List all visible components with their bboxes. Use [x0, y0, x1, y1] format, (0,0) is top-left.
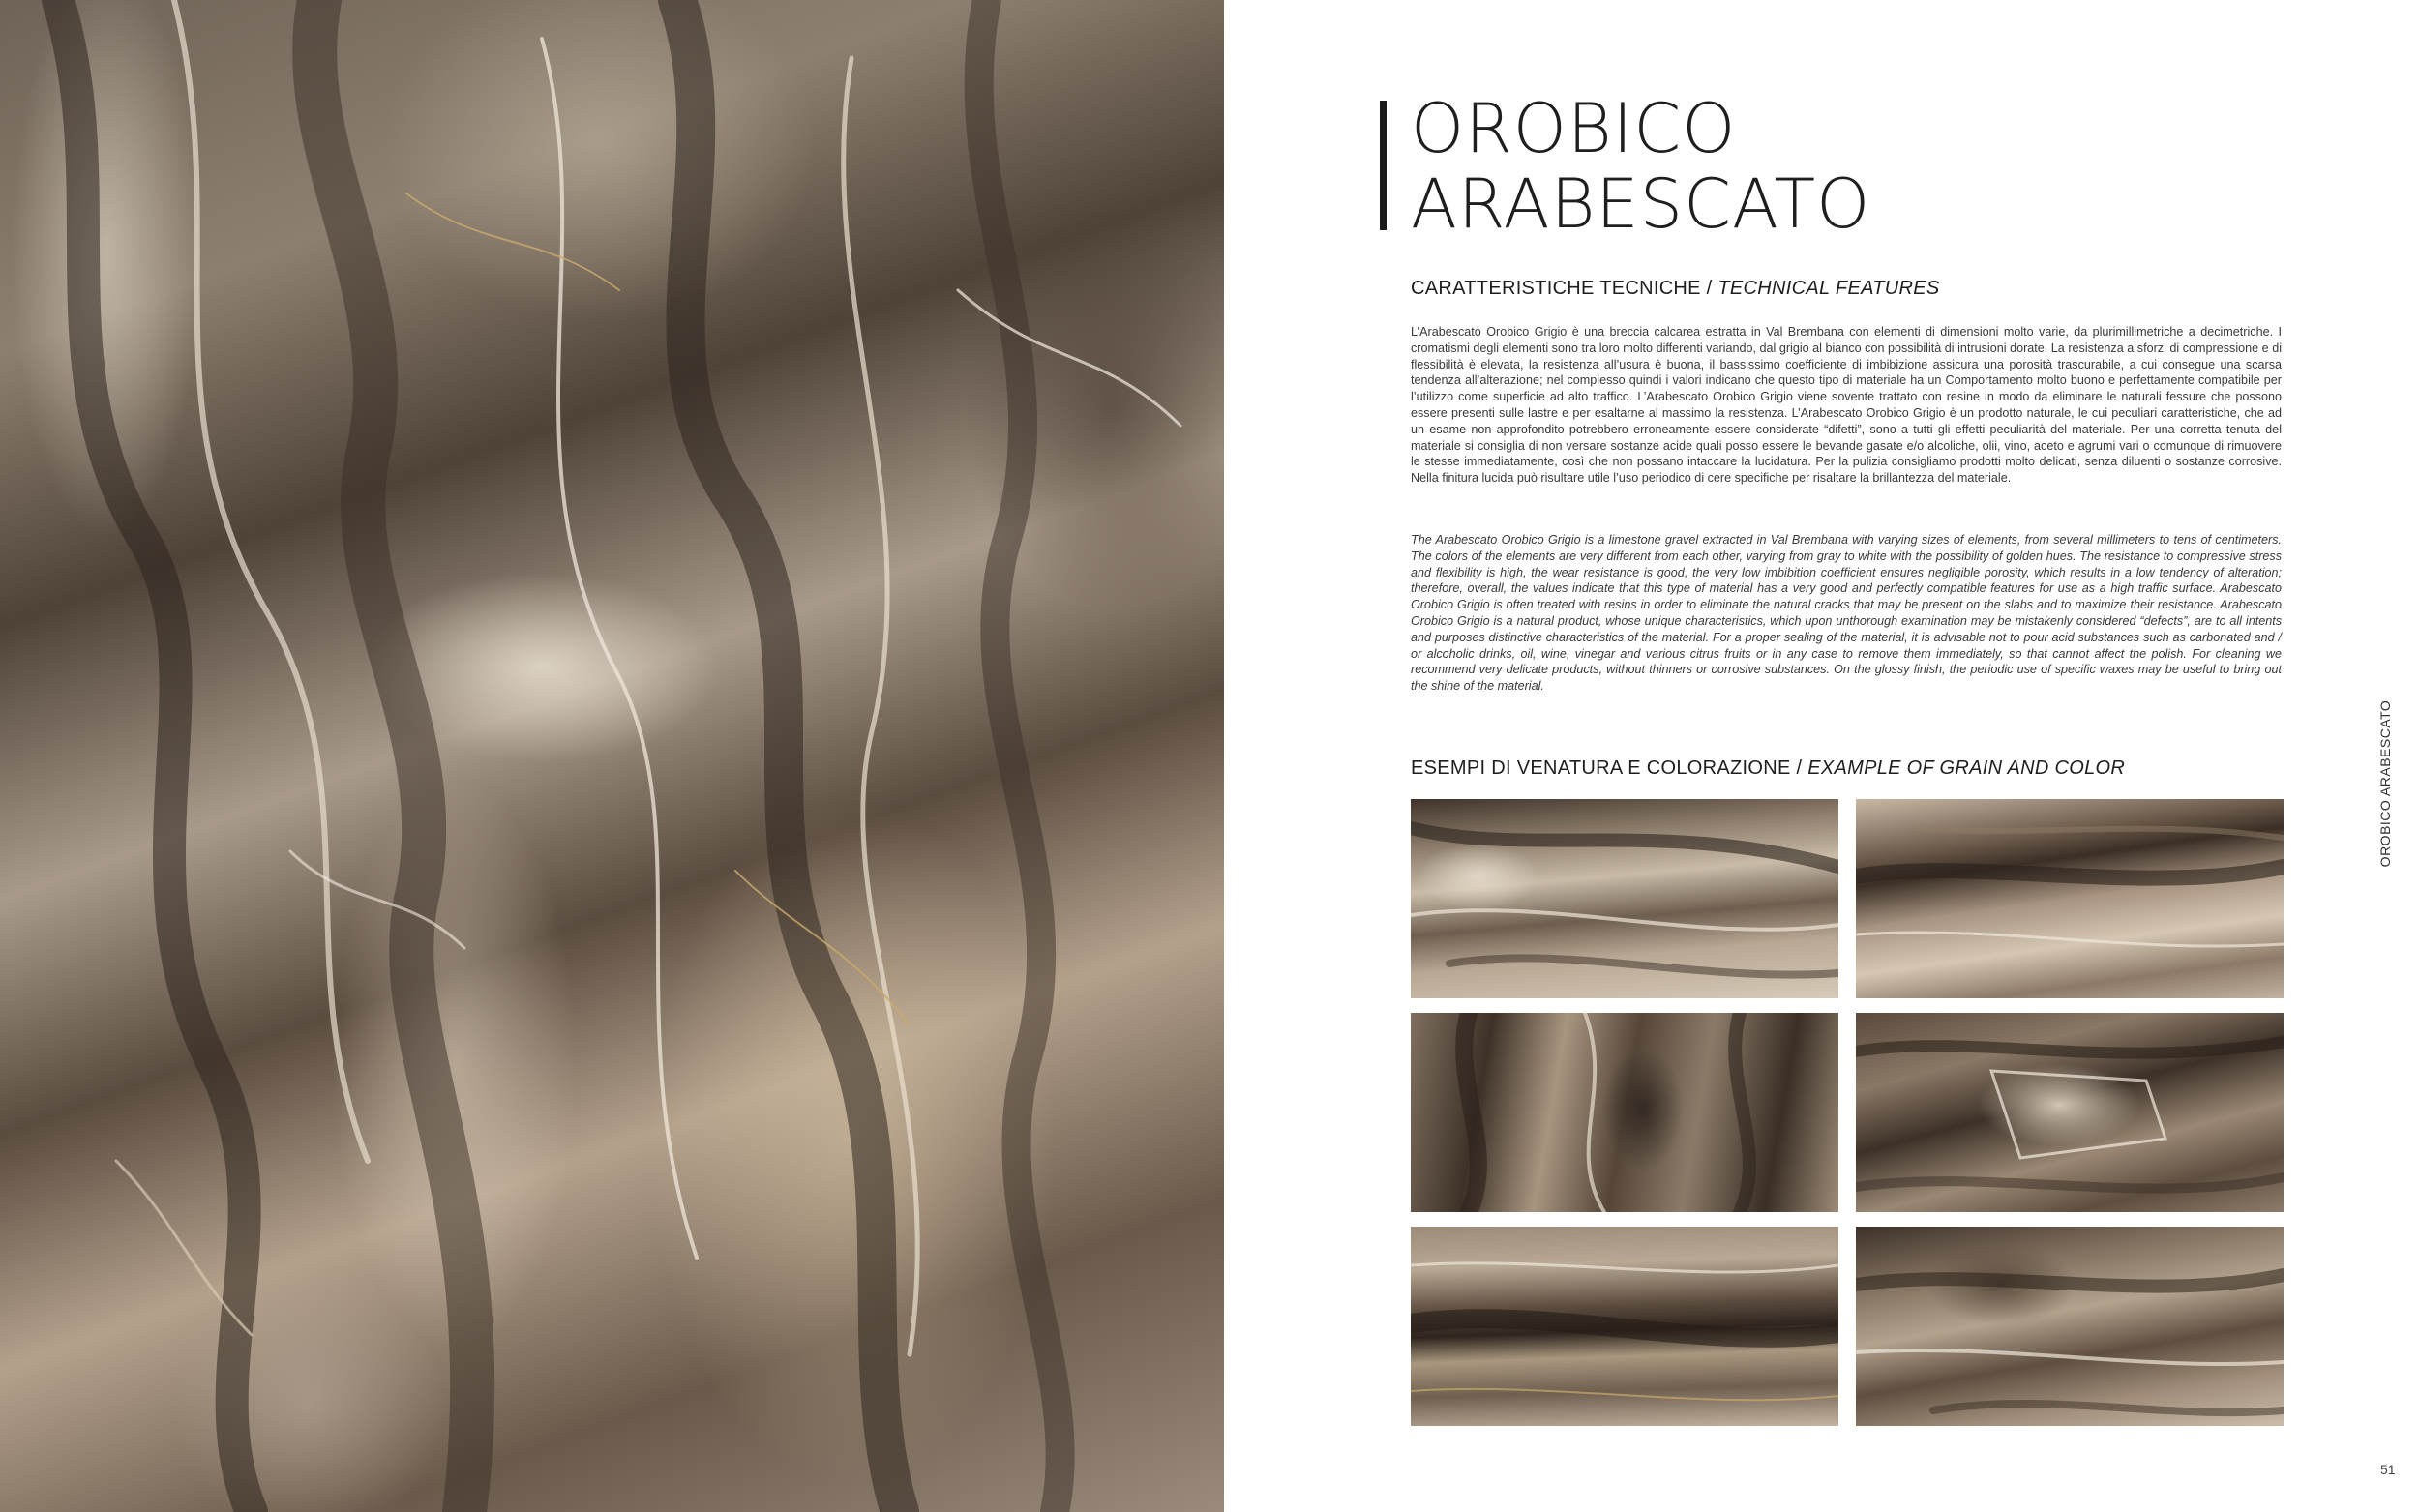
grain-sample-image: [1411, 799, 1838, 998]
technical-heading-en: TECHNICAL FEATURES: [1717, 278, 1940, 299]
vertical-side-label: OROBICO ARABESCATO: [2377, 699, 2393, 868]
grain-heading-en: EXAMPLE OF GRAIN AND COLOR: [1807, 757, 2126, 779]
grain-sample-image: [1411, 1227, 1838, 1426]
page-number: 51: [2380, 1462, 2396, 1477]
grain-sample-image: [1856, 1227, 2284, 1426]
grain-sample-image: [1411, 1013, 1838, 1212]
title-accent-bar: [1380, 101, 1387, 230]
grain-heading-it: ESEMPI DI VENATURA E COLORAZIONE /: [1411, 757, 1808, 779]
grain-color-heading: [1411, 757, 2125, 780]
grain-sample-image: [1856, 1013, 2284, 1212]
title-line-1: OROBICO: [1411, 89, 1737, 168]
technical-features-heading: [1411, 278, 1940, 300]
description-english: The Arabescato Orobico Grigio is a limestone gravel extracted in Val Brembana with varying sizes of elements, from several millimeters to tens of centimeters. The colors of the elements are very different from each other, varying from gray to white with the possibility of golden hues. The resistance to compressive stress and flexibility is high, the wear resistance is good, the very low imbibition coefficient ensures negligible porosity, which results in a low tendency of alteration; therefore, overall, the values indicate that this type of material has a very good and perfectly compatible features for use as a high traffic surface. Arabescato Orobico Grigio is often treated with resins in order to eliminate the natural cracks that may be present on the slabs and to maximize their resistance. Arabescato Orobico Grigio is a natural product, whose unique characteristics, which upon unthorough examination may be mistakenly considered “defects”, are to all intents and purposes distinctive characteristics of the material. For a proper sealing of the material, it is advisable not to pour acid substances such as carbonated and / or alcoholic drinks, oil, wine, vinegar and various citrus fruits or in any case to remove them immediately, so that cannot affect the polish. For cleaning we recommend very delicate products, without thinners or corrosive substances. On the glossy finish, the periodic use of specific waxes may be useful to bring out the shine of the material.: [1411, 533, 2282, 694]
grain-sample-image: [1856, 799, 2284, 998]
technical-heading-it: CARATTERISTICHE TECNICHE /: [1411, 278, 1718, 299]
title-line-2: ARABESCATO: [1411, 164, 1871, 244]
description-italian: L’Arabescato Orobico Grigio è una breccia calcarea estratta in Val Brembana con elementi di dimensioni molto varie, da plurimillimetriche a decimetriche. I cromatismi degli elementi sono tra loro molto differenti variando, dal grigio al bianco con possibilità di intrusioni dorate. La resistenza a sforzi di compressione e di flessibilità è elevata, la resistenza all’usura è buona, il bassissimo coefficiente di imbibizione assicura una porosità trascurabile, a cui consegue una scarsa tendenza all’alterazione; nel complesso quindi i valori indicano che questo tipo di materiale ha un Comportamento molto buono e perfettamente compatibile per l’utilizzo come superficie ad alto traffico. L’Arabescato Orobico Grigio viene sovente trattato con resine in modo da eliminare le naturali fessure che possono essere presenti sulle lastre e per esaltarne al massimo la resistenza. L’Arabescato Orobico Grigio è un prodotto naturale, le cui peculiari caratteristiche, che ad un esame non approfondito potrebbero erroneamente essere considerate “difetti”, sono a tutti gli effetti peculiarità del materiale. Per una corretta tenuta del materiale si consiglia di non versare sostanze acide quali posso essere le bevande gasate e/o alcoliche, olii, vino, aceto e agrumi vari o comunque di rimuovere le stesse immediatamente, così che non possano intaccare la lucidatura. Per la pulizia consigliamo prodotti molto delicati, senza diluenti o sostanze corrosive. Nella finitura lucida può risultare utile l’uso periodico di cere specifiche per risaltare la brillantezza del materiale.: [1411, 325, 2282, 486]
grain-sample-grid: [1411, 799, 2284, 1426]
page-title: [1411, 91, 1870, 242]
